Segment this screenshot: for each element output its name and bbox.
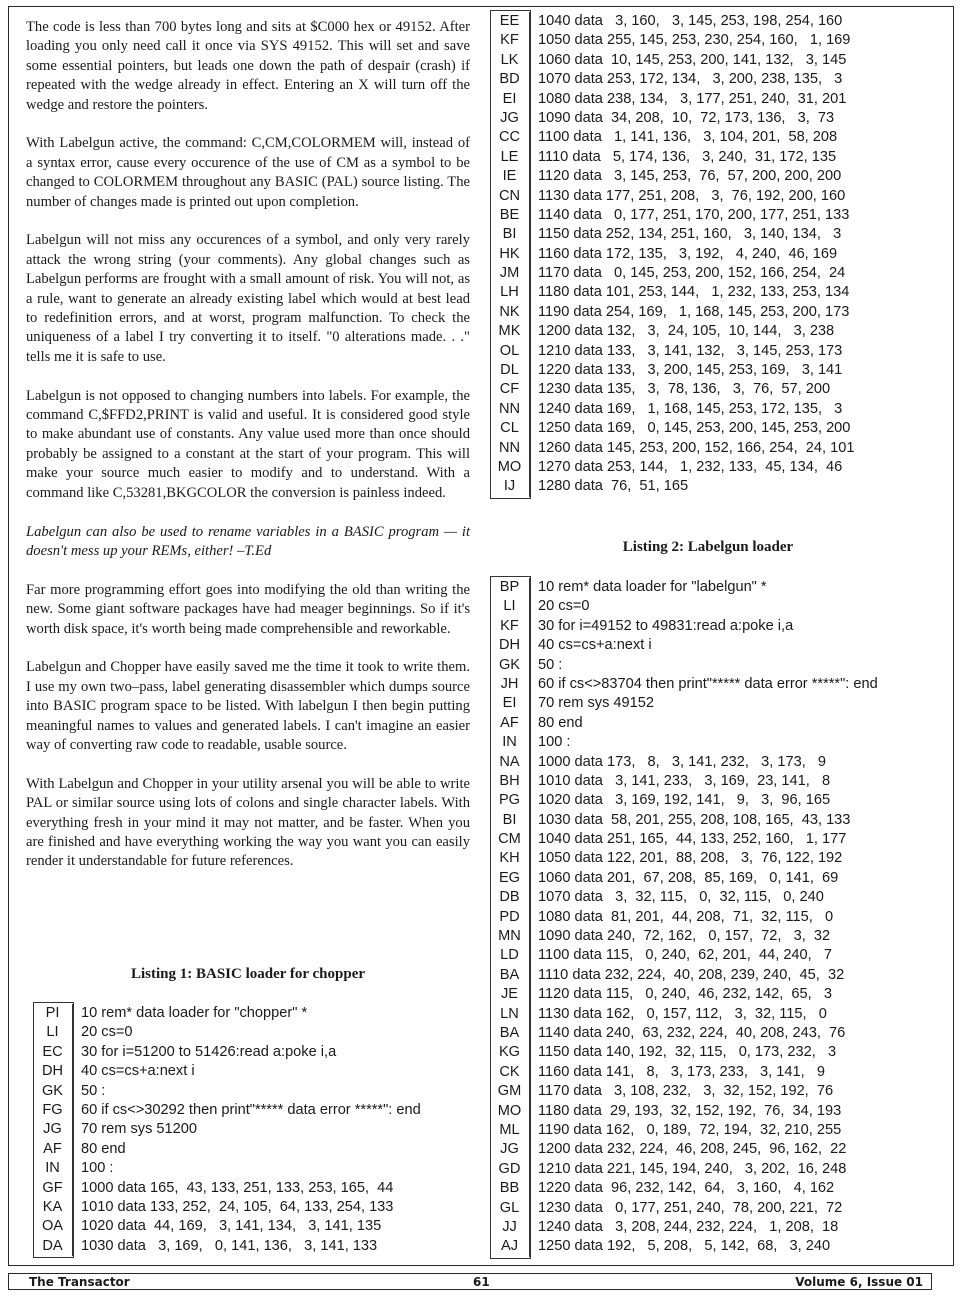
listing-line xyxy=(490,1218,878,1237)
listing-line xyxy=(490,283,854,302)
listing-line xyxy=(490,1237,878,1256)
listing-line xyxy=(490,31,854,50)
listing-line xyxy=(490,245,854,264)
code-line: 1210 data 133, 3, 141, 132, 3, 145, 253, 173 xyxy=(538,342,843,359)
checksum-code: LI xyxy=(33,1023,73,1042)
listing2-title: Listing 2: Labelgun loader xyxy=(622,539,794,555)
code-line: 1100 data 1, 141, 136, 3, 104, 201, 58, 208 xyxy=(538,129,838,146)
checksum-code: KF xyxy=(490,31,530,50)
code-line: 30 for i=49152 to 49831:read a:poke i,a xyxy=(538,617,794,634)
code-line: 1230 data 0, 177, 251, 240, 78, 200, 221, 72 xyxy=(538,1199,843,1216)
paragraph: Labelgun will not miss any occurences of a symbol, and only very rarely attack the wrong string (your comments). Any global changes such as Labelgun performs are frought with a small amount of risk. You will not, as a rule, want to generate an already existing label which would at best lead to redefinition errors, and at worst, program malfunction. To check the uniqueness of a label I try converting it to itself. "0 alterations made. . ." tells me it is safe to use. xyxy=(26,232,470,365)
listing-line xyxy=(490,1140,878,1159)
checksum-code: IN xyxy=(490,733,530,752)
checksum-code: MK xyxy=(490,322,530,341)
listing1-title: Listing 1: BASIC loader for chopper xyxy=(130,966,366,982)
checksum-code: FG xyxy=(33,1101,73,1120)
code-line: 1200 data 132, 3, 24, 105, 10, 144, 3, 238 xyxy=(538,323,835,340)
listing-line xyxy=(490,419,854,438)
code-line: 1000 data 173, 8, 3, 141, 232, 3, 173, 9 xyxy=(538,753,827,770)
checksum-code: NA xyxy=(490,753,530,772)
listing-line xyxy=(490,946,878,965)
checksum-code: HK xyxy=(490,245,530,264)
code-line: 1010 data 3, 141, 233, 3, 169, 23, 141, 8 xyxy=(538,772,831,789)
listing-line xyxy=(33,1217,421,1236)
code-line: 1210 data 221, 145, 194, 240, 3, 202, 16, 248 xyxy=(538,1160,847,1177)
code-line: 1030 data 58, 201, 255, 208, 108, 165, 43, 133 xyxy=(538,811,851,828)
code-line: 20 cs=0 xyxy=(538,598,590,615)
listing-line xyxy=(490,869,878,888)
code-line: 1180 data 29, 193, 32, 152, 192, 76, 34, 193 xyxy=(538,1102,842,1119)
checksum-code: EG xyxy=(490,869,530,888)
checksum-code: EI xyxy=(490,90,530,109)
listing-line xyxy=(490,225,854,244)
issue-label: Volume 6, Issue 01 xyxy=(795,1274,923,1289)
listing-line xyxy=(490,400,854,419)
checksum-code: OA xyxy=(33,1217,73,1236)
paragraph: Labelgun is not opposed to changing numbers into labels. For example, the command C,$FFD2,PRINT is valid and useful. It is considered good style to make abundant use of constants. Any value used more than once should probably be assigned to a constant at the start of your program. This will make your source much easier to modify and to understand. With a command like C,53281,BKGCOLOR the conversion is painless indeed. xyxy=(26,387,470,501)
code-line: 1190 data 254, 169, 1, 168, 145, 253, 200, 173 xyxy=(538,303,850,320)
code-line: 1220 data 133, 3, 200, 145, 253, 169, 3, 141 xyxy=(538,362,843,379)
checksum-code: CC xyxy=(490,128,530,147)
checksum-code: MO xyxy=(490,458,530,477)
checksum-code: GK xyxy=(490,656,530,675)
paragraph: With Labelgun active, the command: C,CM,COLORMEM will, instead of a syntax error, cause every occurence of the use of CM as a symbol to be changed to COLORMEM throughout any BASIC (PAL) source listing. The number of changes made is printed out upon completion. xyxy=(26,135,470,210)
checksum-code: ML xyxy=(490,1121,530,1140)
checksum-code: LE xyxy=(490,148,530,167)
code-line: 1090 data 34, 208, 10, 72, 173, 136, 3, 73 xyxy=(538,109,835,126)
listing-line xyxy=(490,303,854,322)
code-line: 1100 data 115, 0, 240, 62, 201, 44, 240, 7 xyxy=(538,947,832,964)
code-line: 100 : xyxy=(81,1160,114,1177)
code-line: 1070 data 253, 172, 134, 3, 200, 238, 135, 3 xyxy=(538,71,843,88)
listing-line xyxy=(490,675,878,694)
checksum-code: EC xyxy=(33,1043,73,1062)
checksum-code: MO xyxy=(490,1102,530,1121)
listing-line xyxy=(490,849,878,868)
listing-line xyxy=(33,1179,421,1198)
listing-line xyxy=(33,1023,421,1042)
code-line: 1190 data 162, 0, 189, 72, 194, 32, 210, 255 xyxy=(538,1121,842,1138)
magazine-name: The Transactor xyxy=(29,1274,130,1289)
code-line: 40 cs=cs+a:next i xyxy=(538,637,652,654)
listing-line xyxy=(33,1062,421,1081)
code-line: 100 : xyxy=(538,734,571,751)
checksum-code: LI xyxy=(490,597,530,616)
code-line: 50 : xyxy=(538,656,563,673)
code-line: 60 if cs<>30292 then print"***** data error *****": end xyxy=(81,1101,421,1118)
checksum-code: CF xyxy=(490,380,530,399)
listing-line xyxy=(33,1198,421,1217)
code-line: 80 end xyxy=(538,714,583,731)
code-line: 1080 data 81, 201, 44, 208, 71, 32, 115, 0 xyxy=(538,908,834,925)
checksum-code: CK xyxy=(490,1063,530,1082)
code-line: 1070 data 3, 32, 115, 0, 32, 115, 0, 240 xyxy=(538,889,824,906)
code-line: 1160 data 141, 8, 3, 173, 233, 3, 141, 9 xyxy=(538,1063,825,1080)
checksum-code: KG xyxy=(490,1043,530,1062)
code-line: 1180 data 101, 253, 144, 1, 232, 133, 253, 134 xyxy=(538,284,850,301)
listing2 xyxy=(490,578,878,1257)
code-line: 1020 data 44, 169, 3, 141, 134, 3, 141, 135 xyxy=(81,1218,382,1235)
listing-line xyxy=(490,187,854,206)
listing-line xyxy=(490,714,878,733)
listing-line xyxy=(490,1121,878,1140)
listing-line xyxy=(490,109,854,128)
checksum-code: DA xyxy=(33,1237,73,1256)
checksum-code: DB xyxy=(490,888,530,907)
checksum-code: DH xyxy=(490,636,530,655)
checksum-code: NN xyxy=(490,400,530,419)
checksum-code: NN xyxy=(490,439,530,458)
paragraph: Labelgun and Chopper have easily saved me the time it took to write them. I use my own two–pass, label generating disassembler which dumps source into BASIC program space to be listed. With labelgun I then begin putting meaningful names to values and generated labels. I can't imagine an easier way of converting raw code to readable, usable source. xyxy=(26,659,470,753)
listing-line xyxy=(490,927,878,946)
checksum-code: BE xyxy=(490,206,530,225)
listing-line xyxy=(33,1120,421,1139)
listing-line xyxy=(490,264,854,283)
code-line: 20 cs=0 xyxy=(81,1024,133,1041)
article-column xyxy=(26,18,470,891)
code-line: 30 for i=51200 to 51426:read a:poke i,a xyxy=(81,1043,337,1060)
code-line: 1240 data 169, 1, 168, 145, 253, 172, 135, 3 xyxy=(538,400,843,417)
listing-line xyxy=(490,772,878,791)
code-line: 1250 data 192, 5, 208, 5, 142, 68, 3, 240 xyxy=(538,1238,831,1255)
checksum-code: GK xyxy=(33,1082,73,1101)
code-line: 10 rem* data loader for "chopper" * xyxy=(81,1005,308,1021)
listing-line xyxy=(490,206,854,225)
listing-line xyxy=(490,1082,878,1101)
checksum-code: JG xyxy=(490,1140,530,1159)
listing-line xyxy=(490,966,878,985)
code-line: 1280 data 76, 51, 165 xyxy=(538,478,689,495)
checksum-code: BA xyxy=(490,966,530,985)
listing-line xyxy=(490,90,854,109)
code-line: 1120 data 3, 145, 253, 76, 57, 200, 200, 200 xyxy=(538,168,842,185)
page-number: 61 xyxy=(473,1274,490,1289)
listing-line xyxy=(490,830,878,849)
editor-note: Labelgun can also be used to rename variables in a BASIC program — it doesn't mess up your REMs, either! –T.Ed xyxy=(26,523,470,559)
code-line: 1170 data 3, 108, 232, 3, 32, 152, 192, 76 xyxy=(538,1083,834,1100)
listing-line xyxy=(490,985,878,1004)
code-line: 1030 data 3, 169, 0, 141, 136, 3, 141, 133 xyxy=(81,1237,378,1254)
checksum-code: LN xyxy=(490,1005,530,1024)
checksum-code: KH xyxy=(490,849,530,868)
checksum-code: BA xyxy=(490,1024,530,1043)
code-line: 1150 data 252, 134, 251, 160, 3, 140, 134, 3 xyxy=(538,226,842,243)
checksum-code: PD xyxy=(490,908,530,927)
listing-line xyxy=(490,361,854,380)
code-line: 1220 data 96, 232, 142, 64, 3, 160, 4, 162 xyxy=(538,1180,835,1197)
listing-line xyxy=(490,12,854,31)
checksum-code: GM xyxy=(490,1082,530,1101)
listing-line xyxy=(490,908,878,927)
checksum-code: DH xyxy=(33,1062,73,1081)
listing-line xyxy=(490,439,854,458)
listing-line xyxy=(490,51,854,70)
listing-line xyxy=(33,1101,421,1120)
listing-line xyxy=(490,617,878,636)
checksum-code: JG xyxy=(490,109,530,128)
listing-line xyxy=(490,733,878,752)
checksum-code: LD xyxy=(490,946,530,965)
checksum-code: GD xyxy=(490,1160,530,1179)
code-line: 1250 data 169, 0, 145, 253, 200, 145, 253, 200 xyxy=(538,420,851,437)
code-line: 1260 data 145, 253, 200, 152, 166, 254, 24, 101 xyxy=(538,439,855,456)
checksum-code: BH xyxy=(490,772,530,791)
listing-line xyxy=(490,1160,878,1179)
code-line: 1150 data 140, 192, 32, 115, 0, 173, 232, 3 xyxy=(538,1044,837,1061)
checksum-code: EE xyxy=(490,12,530,31)
listing-line xyxy=(33,1237,421,1256)
code-line: 1240 data 3, 208, 244, 232, 224, 1, 208, 18 xyxy=(538,1218,839,1235)
listing-line xyxy=(490,148,854,167)
checksum-code: IJ xyxy=(490,477,530,496)
listing-line xyxy=(490,1043,878,1062)
listing-line xyxy=(490,1063,878,1082)
page-footer xyxy=(8,1273,932,1290)
checksum-code: IN xyxy=(33,1159,73,1178)
code-line: 1140 data 0, 177, 251, 170, 200, 177, 251, 133 xyxy=(538,206,850,223)
checksum-code: OL xyxy=(490,342,530,361)
paragraph: The code is less than 700 bytes long and sits at $C000 hex or 49152. After loading you only need call it once via SYS 49152. This will set and save some essential pointers, but leads one down the path of despair (crash) if repeated with the wedge already in effect. Entering an X will turn off the wedge and restore the pointers. xyxy=(26,19,470,113)
checksum-code: PI xyxy=(33,1004,73,1023)
listing-line xyxy=(490,597,878,616)
code-line: 1060 data 10, 145, 253, 200, 141, 132, 3, 145 xyxy=(538,51,847,68)
code-line: 1050 data 255, 145, 253, 230, 254, 160, 1, 169 xyxy=(538,32,851,49)
checksum-code: GL xyxy=(490,1199,530,1218)
listing-line xyxy=(490,1199,878,1218)
checksum-code: GF xyxy=(33,1179,73,1198)
paragraph: With Labelgun and Chopper in your utility arsenal you will be able to write PAL or similar source using lots of colons and single character labels. With everything fresh in your mind it may not matter, and be faster. When you are finished and have everything working the way you want you can easily render it understandable for future references. xyxy=(26,775,470,870)
listing-line xyxy=(490,1102,878,1121)
code-line: 1160 data 172, 135, 3, 192, 4, 240, 46, 169 xyxy=(538,245,838,262)
checksum-code: DL xyxy=(490,361,530,380)
code-line: 1130 data 177, 251, 208, 3, 76, 192, 200, 160 xyxy=(538,187,846,204)
listing-line xyxy=(490,167,854,186)
checksum-code: CM xyxy=(490,830,530,849)
listing-line xyxy=(490,477,854,496)
listing-line xyxy=(33,1004,421,1023)
code-line: 40 cs=cs+a:next i xyxy=(81,1063,195,1080)
checksum-code: KA xyxy=(33,1198,73,1217)
code-line: 1270 data 253, 144, 1, 232, 133, 45, 134, 46 xyxy=(538,458,843,475)
checksum-code: BP xyxy=(490,578,530,597)
code-line: 1140 data 240, 63, 232, 224, 40, 208, 243, 76 xyxy=(538,1024,846,1041)
listing-line xyxy=(33,1043,421,1062)
code-line: 70 rem sys 51200 xyxy=(81,1121,198,1138)
checksum-code: LH xyxy=(490,283,530,302)
listing-line xyxy=(33,1140,421,1159)
code-line: 60 if cs<>83704 then print"***** data error *****": end xyxy=(538,675,878,692)
code-line: 1120 data 115, 0, 240, 46, 232, 142, 65, 3 xyxy=(538,986,832,1003)
checksum-code: JM xyxy=(490,264,530,283)
code-line: 50 : xyxy=(81,1082,106,1099)
code-line: 1010 data 133, 252, 24, 105, 64, 133, 254, 133 xyxy=(81,1198,394,1215)
code-line: 10 rem* data loader for "labelgun" * xyxy=(538,579,767,595)
listing-line xyxy=(490,753,878,772)
code-line: 1200 data 232, 224, 46, 208, 245, 96, 162, 22 xyxy=(538,1141,847,1158)
checksum-code: AJ xyxy=(490,1237,530,1256)
checksum-code: JJ xyxy=(490,1218,530,1237)
checksum-code: JE xyxy=(490,985,530,1004)
listing-line xyxy=(33,1082,421,1101)
listing1 xyxy=(33,1004,421,1256)
listing-line xyxy=(490,128,854,147)
code-line: 1090 data 240, 72, 162, 0, 157, 72, 3, 32 xyxy=(538,928,831,945)
listing-line xyxy=(490,791,878,810)
checksum-code: CN xyxy=(490,187,530,206)
listing-line xyxy=(490,636,878,655)
code-line: 1020 data 3, 169, 192, 141, 9, 3, 96, 165 xyxy=(538,792,831,809)
code-line: 1060 data 201, 67, 208, 85, 169, 0, 141, 69 xyxy=(538,869,839,886)
paragraph: Far more programming effort goes into modifying the old than writing the new. Some giant software packages have had meager beginnings. So if it's worth disk space, it's worth being made comprehensible and reworkable. xyxy=(26,581,470,637)
code-line: 1170 data 0, 145, 253, 200, 152, 166, 254, 24 xyxy=(538,265,846,282)
code-line: 1080 data 238, 134, 3, 177, 251, 240, 31, 201 xyxy=(538,90,847,107)
checksum-code: BI xyxy=(490,811,530,830)
listing-line xyxy=(490,1179,878,1198)
code-line: 1000 data 165, 43, 133, 251, 133, 253, 165, 44 xyxy=(81,1179,394,1196)
listing-line xyxy=(490,811,878,830)
listing-line xyxy=(490,578,878,597)
checksum-code: PG xyxy=(490,791,530,810)
listing-line xyxy=(490,1005,878,1024)
code-line: 80 end xyxy=(81,1140,126,1157)
checksum-code: JH xyxy=(490,675,530,694)
listing-line xyxy=(490,342,854,361)
checksum-code: AF xyxy=(490,714,530,733)
listing-line xyxy=(490,458,854,477)
checksum-code: EI xyxy=(490,694,530,713)
code-line: 1110 data 5, 174, 136, 3, 240, 31, 172, 135 xyxy=(538,148,837,165)
code-line: 1040 data 3, 160, 3, 145, 253, 198, 254, 160 xyxy=(538,13,843,29)
checksum-code: KF xyxy=(490,617,530,636)
listing-line xyxy=(490,1024,878,1043)
checksum-code: MN xyxy=(490,927,530,946)
code-line: 1110 data 232, 224, 40, 208, 239, 240, 45, 32 xyxy=(538,966,845,983)
code-line: 70 rem sys 49152 xyxy=(538,695,655,712)
code-line: 1040 data 251, 165, 44, 133, 252, 160, 1, 177 xyxy=(538,831,847,848)
checksum-code: AF xyxy=(33,1140,73,1159)
listing1-continued xyxy=(490,12,854,497)
code-line: 1130 data 162, 0, 157, 112, 3, 32, 115, 0 xyxy=(538,1005,827,1022)
listing-line xyxy=(33,1159,421,1178)
checksum-code: BB xyxy=(490,1179,530,1198)
checksum-code: JG xyxy=(33,1120,73,1139)
listing-line xyxy=(490,888,878,907)
checksum-code: NK xyxy=(490,303,530,322)
checksum-code: CL xyxy=(490,419,530,438)
checksum-code: BD xyxy=(490,70,530,89)
checksum-code: BI xyxy=(490,225,530,244)
listing-line xyxy=(490,380,854,399)
listing-line xyxy=(490,694,878,713)
listing-line xyxy=(490,656,878,675)
code-line: 1230 data 135, 3, 78, 136, 3, 76, 57, 200 xyxy=(538,381,831,398)
listing-line xyxy=(490,322,854,341)
checksum-code: LK xyxy=(490,51,530,70)
listing-line xyxy=(490,70,854,89)
checksum-code: IE xyxy=(490,167,530,186)
code-line: 1050 data 122, 201, 88, 208, 3, 76, 122, 192 xyxy=(538,850,843,867)
